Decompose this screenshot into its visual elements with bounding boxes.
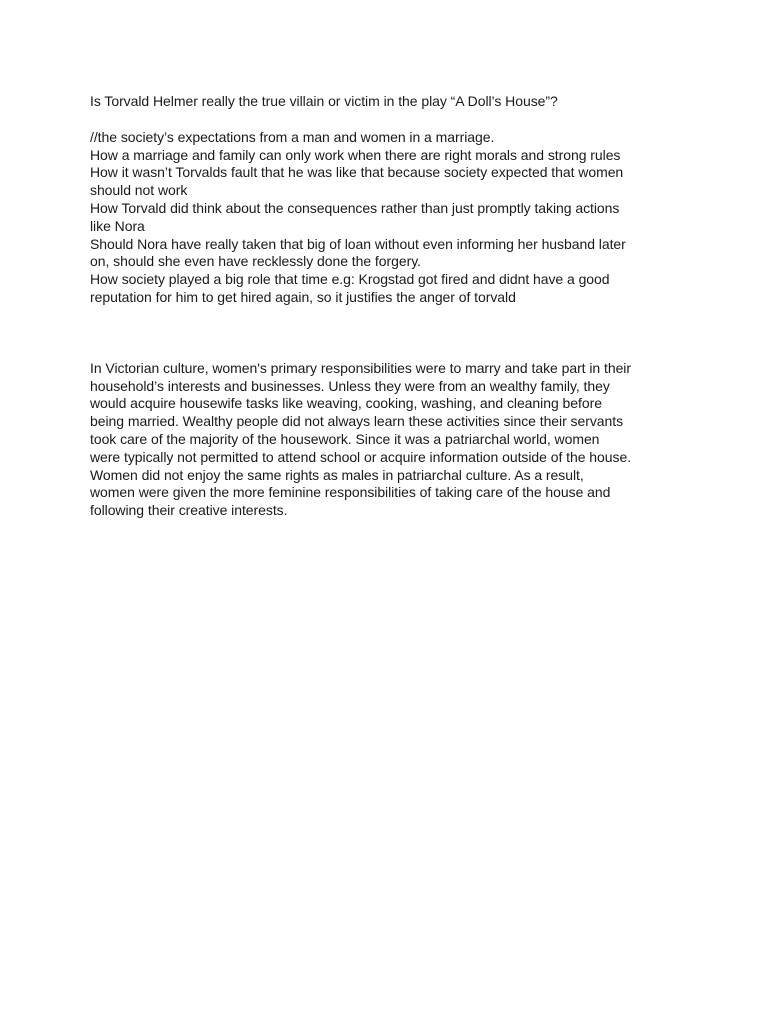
essay-line: household’s interests and businesses. Unless they were from an wealthy family, they (90, 377, 610, 394)
essay-line: would acquire housewife tasks like weaving, cooking, washing, and cleaning before (90, 395, 602, 412)
essay-line: In Victorian culture, women's primary responsibilities were to marry and take part in their (90, 359, 631, 376)
note-line: How society played a big role that time e.g: Krogstad got fired and didnt have a good (90, 271, 610, 288)
essay-line: following their creative interests. (90, 502, 288, 519)
note-line: on, should she even have recklessly done the forgery. (90, 253, 421, 270)
note-line: like Nora (90, 217, 145, 234)
note-line: Should Nora have really taken that big of loan without even informing her husband later (90, 235, 626, 252)
essay-line: took care of the majority of the housework. Since it was a patriarchal world, women (90, 430, 600, 447)
note-line: How a marriage and family can only work when there are right morals and strong rules (90, 146, 621, 163)
notes-section (90, 129, 690, 307)
document-title: Is Torvald Helmer really the true villain or victim in the play “A Doll’s House”? (90, 93, 558, 109)
essay-line: were typically not permitted to attend school or acquire information outside of the house. (90, 448, 632, 465)
note-line: should not work (90, 182, 188, 199)
essay-line: Women did not enjoy the same rights as males in patriarchal culture. As a result, (90, 466, 584, 483)
note-line: How Torvald did think about the consequences rather than just promptly taking actions (90, 199, 620, 216)
note-line: reputation for him to get hired again, so it justifies the anger of torvald (90, 288, 516, 305)
document-page (90, 93, 690, 520)
essay-line: being married. Wealthy people did not always learn these activities since their servants (90, 413, 624, 430)
note-line: //the society’s expectations from a man and women in a marriage. (90, 128, 495, 145)
essay-line: women were given the more feminine responsibilities of taking care of the house and (90, 484, 611, 501)
note-line: How it wasn’t Torvalds fault that he was like that because society expected that women (90, 164, 624, 181)
essay-paragraph (90, 360, 690, 520)
